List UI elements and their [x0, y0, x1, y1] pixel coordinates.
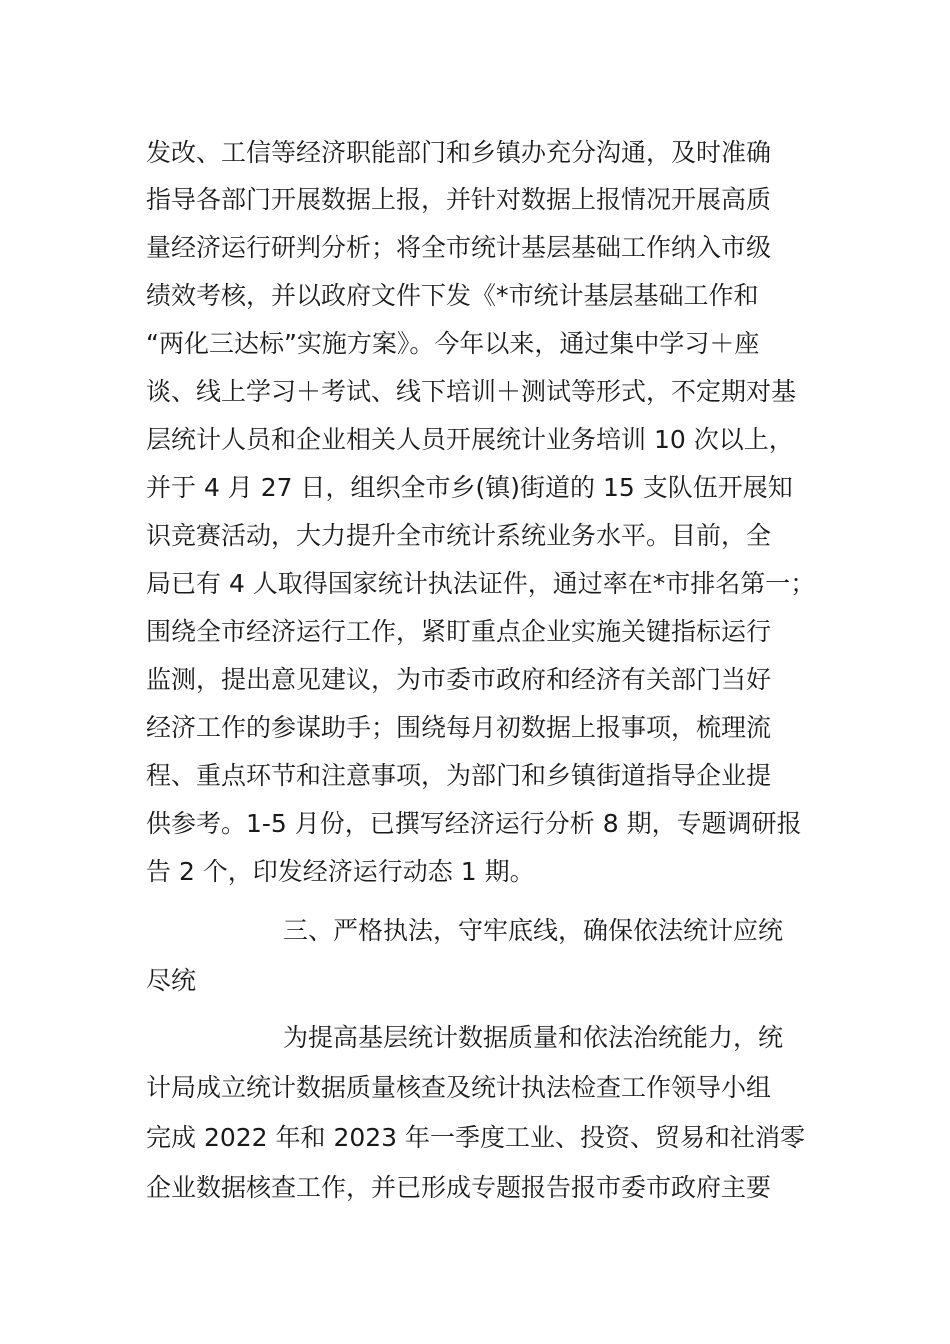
body-text-line: 层统计人员和企业相关人员开展统计业务培训 10 次以上， [146, 425, 794, 454]
body-text-line: 谈、线上学习＋考试、线下培训＋测试等形式，不定期对基 [146, 377, 797, 406]
section-heading: 三、严格执法，守牢底线，确保依法统计应统 [283, 916, 784, 945]
section-heading-continued: 尽统 [146, 966, 197, 995]
body-text-line: 为提高基层统计数据质量和依法治统能力，统 [283, 1023, 784, 1052]
body-text-line: 识竞赛活动，大力提升全市统计系统业务水平。目前，全 [146, 521, 772, 550]
body-text-line: “两化三达标”实施方案》。今年以来，通过集中学习＋座 [146, 329, 760, 358]
body-text-line: 量经济运行研判分析；将全市统计基层基础工作纳入市级 [146, 233, 772, 262]
body-text-line: 绩效考核，并以政府文件下发《*市统计基层基础工作和 [146, 281, 759, 310]
body-text-line: 程、重点环节和注意事项，为部门和乡镇街道指导企业提 [146, 761, 772, 790]
body-text-line: 经济工作的参谋助手；围绕每月初数据上报事项，梳理流 [146, 713, 772, 742]
body-text-line: 监测，提出意见建议，为市委市政府和经济有关部门当好 [146, 665, 772, 694]
body-text-line: 发改、工信等经济职能部门和乡镇办充分沟通，及时准确 [146, 138, 772, 167]
body-text-line: 指导各部门开展数据上报，并针对数据上报情况开展高质 [146, 185, 772, 214]
body-text-line: 告 2 个，印发经济运行动态 1 期。 [146, 857, 535, 886]
body-text-line: 围绕全市经济运行工作，紧盯重点企业实施关键指标运行 [146, 617, 772, 646]
body-text-line: 供参考。1-5 月份，已撰写经济运行分析 8 期，专题调研报 [146, 809, 802, 838]
body-text-line: 完成 2022 年和 2023 年一季度工业、投资、贸易和社消零 [146, 1123, 806, 1152]
body-text-line: 企业数据核查工作，并已形成专题报告报市委市政府主要 [146, 1173, 772, 1202]
body-text-line: 局已有 4 人取得国家统计执法证件，通过率在*市排名第一； [146, 569, 816, 598]
body-text-line: 计局成立统计数据质量核查及统计执法检查工作领导小组 [146, 1073, 772, 1102]
body-text-line: 并于 4 月 27 日，组织全市乡(镇)街道的 15 支队伍开展知 [146, 473, 793, 502]
